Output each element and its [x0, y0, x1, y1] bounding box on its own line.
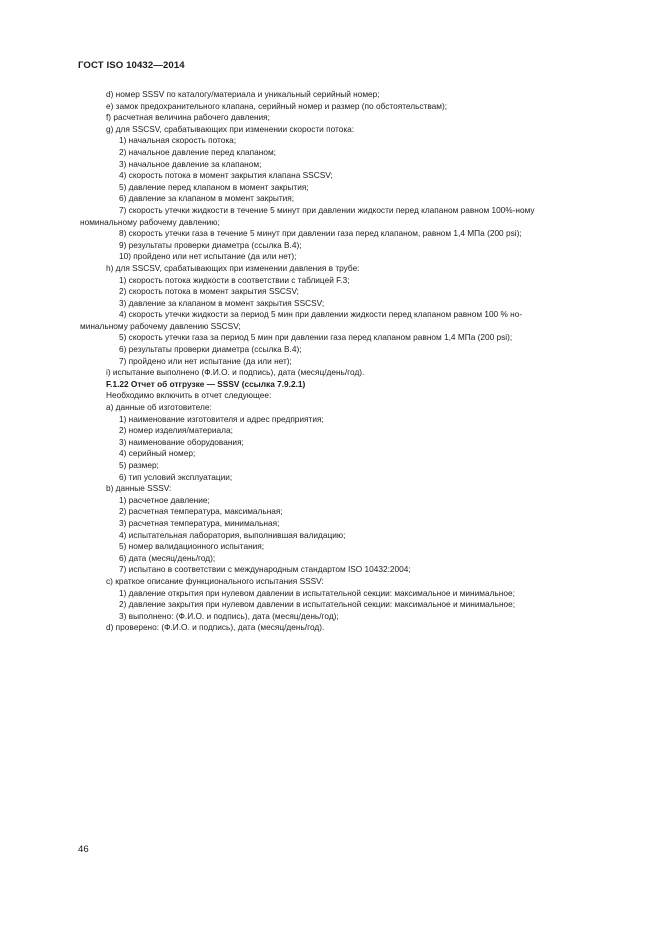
- list-item: h) для SSCSV, срабатывающих при изменении давления в трубе:: [106, 262, 360, 273]
- sub-list-item: 7) испытано в соответствии с международным стандартом ISO 10432:2004;: [119, 564, 411, 575]
- sub-list-item: 1) расчетное давление;: [119, 494, 210, 505]
- sub-list-item: 7) скорость утечки жидкости в течение 5 минут при давлении жидкости перед клапаном равном 100%-ному: [119, 204, 535, 215]
- page-number: 46: [78, 844, 89, 855]
- sub-list-item: 8) скорость утечки газа в течение 5 минут при давлении газа перед клапаном, равном 1,4 МПа (200 psi);: [119, 228, 522, 239]
- sub-list-item: 10) пройдено или нет испытание (да или нет);: [119, 251, 297, 262]
- list-item: b) данные SSSV:: [106, 483, 172, 494]
- sub-list-item: 6) результаты проверки диаметра (ссылка В.4);: [119, 344, 302, 355]
- sub-list-item: 6) давление за клапаном в момент закрытия;: [119, 193, 295, 204]
- list-item: d) номер SSSV по каталогу/материала и уникальный серийный номер;: [106, 89, 380, 99]
- sub-list-item: 1) давление открытия при нулевом давлении в испытательной секции: максимальное и минимальное;: [119, 587, 515, 598]
- sub-list-item: 2) давление закрытия при нулевом давлении в испытательной секции: максимальное и минимальное;: [119, 599, 516, 610]
- sub-list-item: 3) давление за клапаном в момент закрытия SSCSV;: [119, 297, 325, 308]
- sub-list-item: 2) начальное давление перед клапаном;: [119, 146, 276, 157]
- sub-list-item: 2) скорость потока в момент закрытия SSCSV;: [119, 286, 299, 297]
- sub-list-item: 3) расчетная температура, минимальная;: [119, 517, 280, 528]
- sub-list-item: 5) номер валидационного испытания;: [119, 541, 265, 552]
- list-item: d) проверено: (Ф.И.О. и подпись), дата (месяц/день/год).: [106, 622, 325, 633]
- sub-list-item: 4) испытательная лаборатория, выполнившая валидацию;: [119, 529, 346, 540]
- section-heading: F.1.22 Отчет об отгрузке — SSSV (ссылка 7.9.2.1): [106, 378, 306, 389]
- sub-list-item: 4) скорость потока в момент закрытия клапана SSCSV;: [119, 170, 333, 181]
- list-item: с) краткое описание функционального испытания SSSV:: [106, 575, 324, 586]
- sub-list-item: 3) выполнено: (Ф.И.О. и подпись), дата (месяц/день/год);: [119, 610, 339, 621]
- sub-list-item: 5) скорость утечки газа за период 5 мин при давлении газа перед клапаном равном 1,4 МПа (200 psi);: [119, 332, 513, 343]
- list-item: e) замок предохранительного клапана, серийный номер и размер (по обстоятельствам);: [106, 100, 448, 111]
- list-item: g) для SSCSV, срабатывающих при изменении скорости потока:: [106, 123, 355, 134]
- list-item: а) данные об изготовителе:: [106, 402, 212, 413]
- page-header-title: ГОСТ ISO 10432—2014: [78, 60, 185, 71]
- sub-list-item: 3) наименование оборудования;: [119, 436, 244, 447]
- list-item: i) испытание выполнено (Ф.И.О. и подпись), дата (месяц/день/год).: [106, 367, 365, 378]
- sub-list-item: 5) размер;: [119, 460, 159, 470]
- sub-list-item: 5) давление перед клапаном в момент закрытия;: [119, 181, 309, 192]
- sub-list-item: 4) скорость утечки жидкости за период 5 мин при давлении жидкости перед клапаном равном 100 % но-: [119, 309, 523, 320]
- continuation-line: номинальному рабочему давлению;: [80, 216, 220, 227]
- sub-list-item: 6) дата (месяц/день/год);: [119, 552, 216, 563]
- sub-list-item: 9) результаты проверки диаметра (ссылка В.4);: [119, 239, 302, 250]
- sub-list-item: 4) серийный номер;: [119, 448, 196, 459]
- paragraph: Необходимо включить в отчет следующее:: [106, 390, 272, 401]
- sub-list-item: 1) скорость потока жидкости в соответствии с таблицей F.3;: [119, 274, 350, 285]
- list-item: f) расчетная величина рабочего давления;: [106, 112, 270, 123]
- sub-list-item: 1) начальная скорость потока;: [119, 135, 237, 146]
- continuation-line: минальному рабочему давлению SSCSV;: [80, 320, 241, 331]
- sub-list-item: 2) номер изделия/материала;: [119, 425, 233, 436]
- sub-list-item: 6) тип условий эксплуатации;: [119, 471, 233, 482]
- sub-list-item: 1) наименование изготовителя и адрес предприятия;: [119, 413, 324, 424]
- sub-list-item: 3) начальное давление за клапаном;: [119, 158, 262, 169]
- document-body: [80, 89, 600, 634]
- sub-list-item: 7) пройдено или нет испытание (да или нет);: [119, 355, 292, 366]
- sub-list-item: 2) расчетная температура, максимальная;: [119, 506, 283, 517]
